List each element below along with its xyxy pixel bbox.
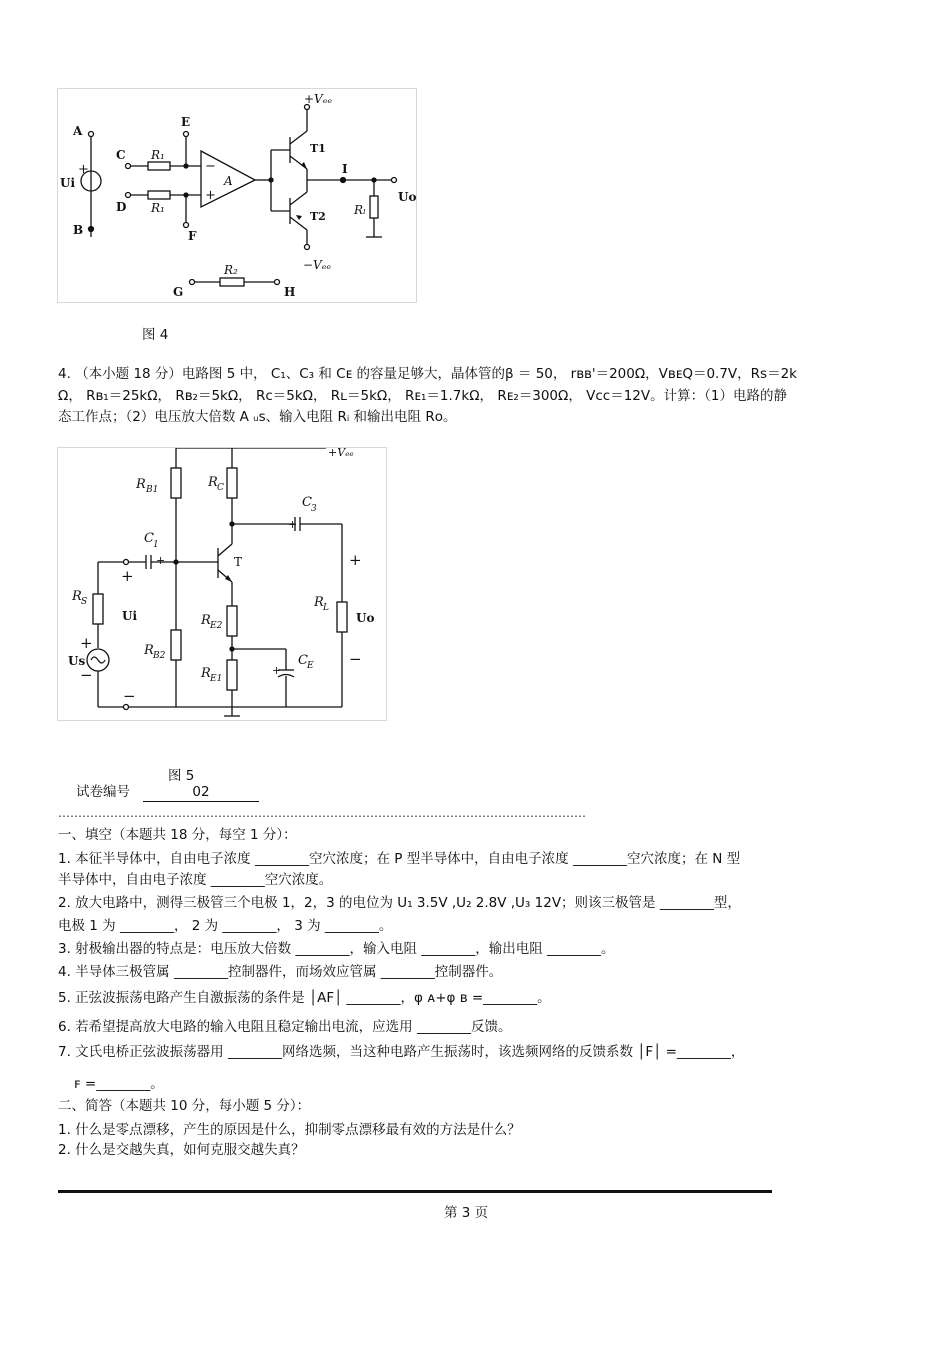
- fig5-label-c1: C: [144, 531, 154, 546]
- fig4-label-rl: Rₗ: [354, 203, 366, 217]
- fig4-label-i: I: [342, 162, 348, 176]
- fig5-ui-minus: −: [123, 687, 136, 705]
- page-number: 第 3 页: [444, 1205, 489, 1221]
- fill-blank-q6: 6. 若希望提高放大电路的输入电阻且稳定输出电流，应选用 ________反馈。: [58, 1019, 512, 1035]
- fig5-label-c1-sub: 1: [153, 540, 159, 550]
- fig4-label-a: A: [73, 124, 83, 138]
- question-4-line-3: 态工作点；（2）电压放大倍数 A ᵤs、输入电阻 Rᵢ 和输出电阻 Rᴏ。: [58, 409, 457, 425]
- fig5-us-minus: −: [80, 666, 93, 684]
- fig4-label-h: H: [284, 285, 296, 299]
- fig5-uo-plus: +: [349, 551, 362, 569]
- fig5-label-rl: R: [314, 595, 324, 610]
- fig5-label-rs: R: [72, 589, 82, 604]
- fig4-label-g: G: [173, 285, 184, 299]
- fig5-label-uo: Uo: [356, 611, 375, 625]
- fig5-label-ce: C: [298, 653, 308, 668]
- fig5-ui-plus: +: [121, 567, 134, 585]
- short-answer-q1: 1. 什么是零点漂移，产生的原因是什么，抑制零点漂移最有效的方法是什么？: [58, 1122, 521, 1138]
- separator-dotted-line: ……………………………………………………………………………………………………………………: [58, 806, 586, 820]
- fig4-label-uo: Uo: [398, 190, 416, 204]
- fig5-us-plus: +: [80, 634, 93, 652]
- exam-id-value: 02: [143, 784, 259, 802]
- figure-4-caption: 图 4: [142, 327, 169, 343]
- common-emitter-amplifier-diagram: [58, 448, 386, 720]
- fig5-label-us: Us: [68, 654, 86, 668]
- fig5-label-re2-sub: E2: [210, 621, 223, 631]
- fig4-label-plus: +: [205, 188, 216, 203]
- question-4-line-1: 4. （本小题 18 分）电路图 5 中， C₁、C₃ 和 Cᴇ 的容量足够大，晶体管的β ＝ 50， rʙʙ'＝200Ω，VʙᴇQ＝0.7V，Rs＝2k: [58, 366, 797, 382]
- fig5-label-ui: Ui: [122, 609, 138, 623]
- fill-blank-q1-line-1: 1. 本征半导体中，自由电子浓度 ________空穴浓度；在 P 型半导体中，自由电子浓度 ________空穴浓度；在 N 型: [58, 851, 741, 867]
- section-1-title: 一、填空（本题共 18 分，每空 1 分）：: [58, 827, 297, 843]
- fig5-label-rb2-sub: B2: [153, 651, 166, 661]
- fill-blank-q4: 4. 半导体三极管属 ________控制器件，而场效应管属 ________控制器件。: [58, 964, 503, 980]
- fig4-label-source-plus: +: [78, 162, 89, 177]
- fill-blank-q2-line-2: 电极 1 为 ________， 2 为 ________， 3 为 ________。: [58, 918, 393, 934]
- short-answer-q2: 2. 什么是交越失真，如何克服交越失真？: [58, 1142, 305, 1158]
- fig5-label-rl-sub: L: [323, 603, 329, 613]
- fig4-label-e: E: [181, 115, 191, 129]
- fig4-label-minus: −: [205, 159, 216, 174]
- fig5-label-rc-sub: C: [217, 483, 224, 493]
- fig5-uo-minus: −: [349, 650, 362, 668]
- figure-5-caption: 图 5: [168, 768, 195, 784]
- fill-blank-q7-line-2: ꜰ =________。: [74, 1076, 164, 1092]
- fig5-c3-plus: +: [288, 518, 298, 531]
- fig5-c1-plus: +: [156, 554, 166, 567]
- fig4-label-r1-top: R₁: [151, 148, 165, 162]
- fig5-label-rb1: R: [136, 477, 146, 492]
- fig5-label-vcc: +Vₑₑ: [328, 448, 354, 459]
- figure-4-circuit: [57, 88, 417, 303]
- fig5-label-rb2: R: [144, 643, 154, 658]
- fig4-label-amp: A: [224, 174, 233, 188]
- fig5-label-rb1-sub: B1: [146, 485, 159, 495]
- fig4-label-b: B: [73, 223, 84, 237]
- fig5-label-rc: R: [208, 475, 218, 490]
- footer-rule: [58, 1190, 772, 1193]
- fill-blank-q5: 5. 正弦波振荡电路产生自激振荡的条件是 │AF│ ________，φ ᴀ+φ ʙ =________。: [58, 990, 551, 1006]
- op-amp-push-pull-diagram: [58, 89, 416, 302]
- section-2-title: 二、简答（本题共 10 分，每小题 5 分）：: [58, 1098, 311, 1114]
- fig4-label-d: D: [116, 200, 127, 214]
- fill-blank-q1-line-2: 半导体中，自由电子浓度 ________空穴浓度。: [58, 872, 333, 888]
- fig5-label-re1: R: [201, 666, 211, 681]
- fig5-label-ce-sub: E: [307, 661, 314, 671]
- fig5-label-c3: C: [302, 495, 312, 510]
- figure-5-circuit: [57, 447, 387, 721]
- fig4-label-ui: Ui: [60, 176, 76, 190]
- fig5-label-rs-sub: S: [81, 597, 88, 607]
- fill-blank-q2-line-1: 2. 放大电路中，测得三极管三个电极 1，2，3 的电位为 U₁ 3.5V ,U₂ 2.8V ,U₃ 12V；则该三极管是 ________型，: [58, 895, 741, 911]
- fill-blank-q3: 3. 射极输出器的特点是：电压放大倍数 ________，输入电阻 ________，输出电阻 ________。: [58, 941, 615, 957]
- fig5-label-re2: R: [201, 613, 211, 628]
- fig5-label-c3-sub: 3: [311, 504, 317, 514]
- fig4-label-t1: T1: [310, 142, 326, 155]
- fig4-label-vcc-neg: −Vₑₑ: [303, 258, 332, 272]
- fig5-label-t: T: [234, 555, 243, 569]
- fig4-label-c: C: [116, 148, 126, 162]
- fig4-label-r2: R₂: [224, 263, 238, 277]
- fig4-label-vcc-pos: +Vₑₑ: [304, 92, 333, 106]
- fill-blank-q7-line-1: 7. 文氏电桥正弦波振荡器用 ________网络选频，当这种电路产生振荡时，该选频网络的反馈系数 │F│ =________，: [58, 1044, 745, 1060]
- fig4-label-t2: T2: [310, 210, 326, 223]
- fig4-label-r1-bottom: R₁: [151, 201, 165, 215]
- exam-id-label: 试卷编号: [76, 784, 130, 800]
- fig5-ce-plus: +: [272, 664, 282, 677]
- question-4-line-2: Ω， Rʙ₁＝25kΩ， Rʙ₂＝5kΩ， Rᴄ＝5kΩ， Rʟ＝5kΩ， Rᴇ₁＝1.7kΩ， Rᴇ₂＝300Ω， Vᴄᴄ＝12V。计算：（1）电路的静: [58, 388, 787, 404]
- fig4-label-f: F: [188, 229, 197, 243]
- fig5-label-re1-sub: E1: [210, 674, 223, 684]
